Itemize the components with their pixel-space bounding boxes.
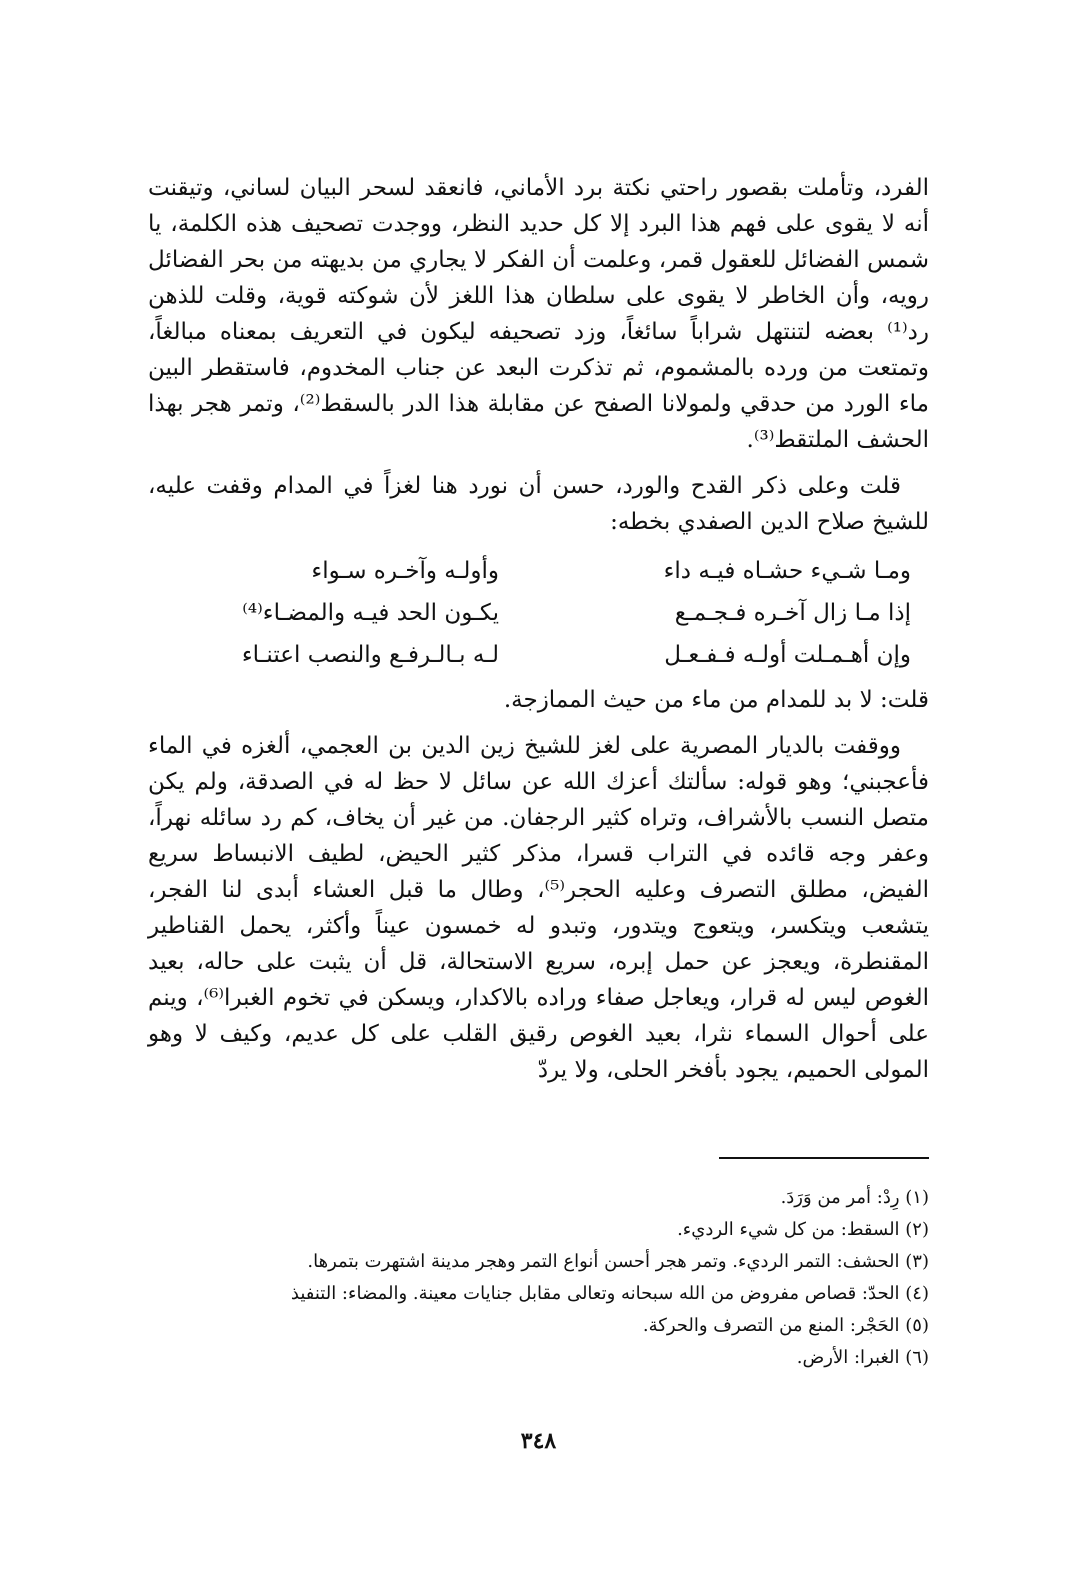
footnote-1: (١) رِدْ: أمر من وَرَدَ. <box>780 1187 929 1208</box>
paragraph-3: ووقفت بالديار المصرية على لغز للشيخ زين الدين بن العجمي، ألغزه في الماء فأعجبني؛ وهو قوله: سألتك أعزك الله عن سائل لا حظ له في الصدقة، ولم يكن متصل النسب بالأشراف، وتراه كثير الرجفان. من غير أن يخاف، كم رد سائله نهراً، وعفر وجه قائده في التراب قسرا، مذكر كثير الحيض، لطيف الانبساط سريع الفيض، مطلق التصرف وعليه الحجر⁽⁵⁾، وطال ما قبل العشاء أبدى لنا الفجر، يتشعب ويتكسر، ويتعوج ويتدور، وتبدو له خمسون عيناً وأكثر، يحمل القناطير المقنطرة، ويعجز عن حمل إبره، سريع الاستحالة، قل أن يثبت على حاله، بعيد الغوص ليس له قرار، ويعاجل صفاء وراده بالاكدار، ويسكن في تخوم الغبرا⁽⁶⁾، وينم على أحوال السماء نثرا، بعيد الغوص رقيق القلب على كل عديم، وكيف لا وهو المولى الحميم، يجود بأفخر الحلى، ولا يردّ <box>148 733 930 1083</box>
footnote-2: (٢) السقط: من كل شيء الرديء. <box>677 1219 929 1240</box>
verse-second-hemistich: لـه بـالـرفـع والنصب اعتنـاء <box>241 642 499 668</box>
poem-verse <box>148 634 911 676</box>
poem-verse <box>148 550 911 592</box>
paragraph-2: قلت وعلى ذكر القدح والورد، حسن أن نورد هنا لغزاً في المدام وقفت عليه، للشيخ صلاح الدين الصفدي بخطه: <box>148 473 929 535</box>
footnote-4: (٤) الحدّ: قصاص مفروض من الله سبحانه وتعالى مقابل جنايات معينة. والمضاء: التنفيذ <box>290 1283 929 1304</box>
main-text <box>148 170 929 1098</box>
footnote-divider <box>719 1157 929 1159</box>
verse-second-hemistich: يكـون الحد فيـه والمضـاء⁽⁴⁾ <box>242 600 499 626</box>
after-poem-line: قلت: لا بد للمدام من ماء من حيث الممازجة. <box>503 687 929 713</box>
page-number: ٣٤٨ <box>520 1428 557 1454</box>
verse-first-hemistich: ومـا شـيء حشـاه فيـه داء <box>663 558 911 584</box>
paragraph-1: الفرد، وتأملت بقصور راحتي نكتة برد الأماني، فانعقد لسحر البيان لساني، وتيقنت أنه لا يقوى على فهم هذا البرد إلا كل حديد النظر، ووجدت تصحيف هذه الكلمة، يا شمس الفضائل للعقول قمر، وعلمت أن الفكر لا يجاري من بديهته من بحر الفضائل رويه، وأن الخاطر لا يقوى على سلطان هذا اللغز لأن شوكته قوية، وقلت للذهن رد⁽¹⁾ بعضه لتنتهل شراباً سائغاً، وزد تصحيفه ليكون في التعريف بمعناه مبالغاً، وتمتعت من ورده بالمشموم، ثم تذكرت البعد عن جناب المخدوم، فاستقطر البين ماء الورد من حدقي ولمولانا الصفح عن مقابلة هذا الدر بالسقط⁽²⁾، وتمر هجر بهذا الحشف الملتقط⁽³⁾. <box>148 175 929 453</box>
poem <box>148 550 929 676</box>
poem-verse <box>148 592 911 634</box>
footnotes <box>148 1182 929 1374</box>
verse-first-hemistich: إذا مـا زال آخـره فـجـمـع <box>674 600 911 626</box>
footnote-5: (٥) الحَجْر: المنع من التصرف والحركة. <box>642 1315 929 1336</box>
footnote-3: (٣) الحشف: التمر الرديء. وتمر هجر أحسن أنواع التمر وهجر مدينة اشتهرت بتمرها. <box>307 1251 929 1272</box>
verse-second-hemistich: وأولـه وآخـره سـواء <box>311 558 499 584</box>
verse-first-hemistich: وإن أهـمـلت أولـه فـفـعـل <box>664 642 911 668</box>
footnote-6: (٦) الغبرا: الأرض. <box>796 1347 929 1368</box>
